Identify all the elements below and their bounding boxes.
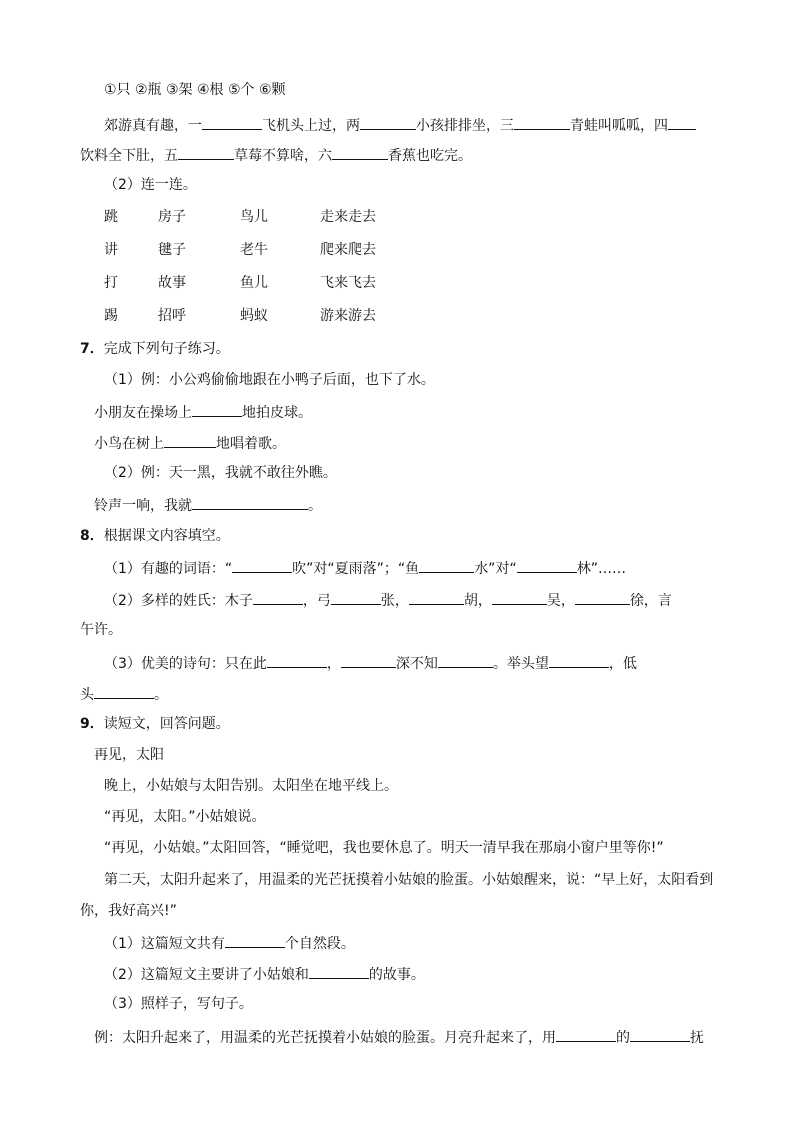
poem-text: 郊游真有趣，一 <box>104 118 202 134</box>
connect-cell[interactable]: 走来走去 <box>320 209 376 225</box>
fill-text: 张， <box>380 593 409 609</box>
q7-sentence-2 <box>94 432 286 454</box>
connect-cell[interactable]: 游来游去 <box>320 308 376 324</box>
q9-example <box>94 1026 704 1048</box>
answer-blank[interactable] <box>419 557 474 573</box>
answer-blank[interactable] <box>309 963 369 979</box>
fill-text: ，低 <box>608 656 637 672</box>
fill-text: 的 <box>616 1030 630 1046</box>
poem-line-2 <box>80 144 472 166</box>
question-9-heading <box>80 714 230 734</box>
answer-blank[interactable] <box>341 652 396 668</box>
question-8-heading <box>80 526 230 546</box>
fill-text: ，弓 <box>302 593 331 609</box>
connect-cell[interactable]: 毽子 <box>158 242 186 258</box>
connect-cell[interactable]: 爬来爬去 <box>320 242 376 258</box>
answer-blank[interactable] <box>514 114 570 130</box>
fill-text: （3）优美的诗句：只在此 <box>104 656 267 672</box>
q9-sub-1 <box>104 932 355 954</box>
fill-text: 的故事。 <box>368 967 425 983</box>
fill-text: 吹”对“夏雨落”；“鱼 <box>292 561 420 577</box>
fill-text: 吴， <box>546 593 575 609</box>
answer-blank[interactable] <box>575 589 630 605</box>
q7-sentence-1 <box>94 401 312 423</box>
sentence-text: 小鸟在树上 <box>94 436 164 452</box>
sentence-text: 地拍皮球。 <box>242 405 312 421</box>
answer-blank[interactable] <box>192 401 242 417</box>
answer-blank[interactable] <box>225 932 285 948</box>
answer-blank[interactable] <box>331 589 381 605</box>
poem-text: 香蕉也吃完。 <box>388 148 472 164</box>
fill-text: 抚 <box>690 1030 704 1046</box>
story-paragraph-2: “再见，太阳。”小姑娘说。 <box>104 809 266 825</box>
connect-cell[interactable]: 故事 <box>158 275 186 291</box>
answer-blank[interactable] <box>178 144 234 160</box>
fill-text: 林”…… <box>576 561 626 577</box>
fill-text: （1）有趣的词语：“ <box>104 561 233 577</box>
poem-text: 青蛙叫呱呱，四 <box>570 118 668 134</box>
answer-blank[interactable] <box>517 557 577 573</box>
poem-line-1 <box>104 114 696 136</box>
connect-cell[interactable]: 鱼儿 <box>240 275 268 291</box>
fill-text: 个自然段。 <box>284 936 355 952</box>
sentence-text: 铃声一响，我就 <box>94 498 192 514</box>
question-title: 完成下列句子练习。 <box>103 341 230 357</box>
question-number: 8． <box>80 528 104 544</box>
q8-line-3-cont <box>80 683 168 705</box>
fill-text: 。举头望 <box>492 656 549 672</box>
answer-blank[interactable] <box>409 589 464 605</box>
poem-text: 小孩排排坐，三 <box>416 118 514 134</box>
sentence-text: 地唱着歌。 <box>216 436 286 452</box>
question-title: 读短文，回答问题。 <box>103 716 230 732</box>
q7-sentence-3 <box>94 494 322 516</box>
question-number: 9． <box>80 716 104 732</box>
answer-blank[interactable] <box>94 683 154 699</box>
fill-text: （1）这篇短文共有 <box>104 936 225 952</box>
q9-sub-3: （3）照样子，写句子。 <box>104 996 253 1012</box>
answer-blank[interactable] <box>332 144 388 160</box>
connect-cell[interactable]: 房子 <box>158 209 186 225</box>
connect-cell[interactable]: 招呼 <box>158 308 186 324</box>
answer-blank[interactable] <box>556 1026 616 1042</box>
fill-text: ， <box>326 656 341 672</box>
q7-example-2: （2）例：天一黑，我就不敢往外瞧。 <box>104 465 337 481</box>
sentence-text: 。 <box>308 498 322 514</box>
fill-text: （2）多样的姓氏：木子 <box>104 593 253 609</box>
poem-text: 飞机头上过，两 <box>262 118 360 134</box>
answer-blank[interactable] <box>668 114 696 130</box>
answer-blank[interactable] <box>232 557 292 573</box>
answer-blank[interactable] <box>267 652 327 668</box>
connect-cell[interactable]: 踢 <box>104 308 118 324</box>
connect-cell[interactable]: 蚂蚁 <box>240 308 268 324</box>
answer-blank[interactable] <box>202 114 262 130</box>
answer-blank[interactable] <box>360 114 416 130</box>
connect-cell[interactable]: 鸟儿 <box>240 209 268 225</box>
poem-text: 饮料全下肚，五 <box>80 148 178 164</box>
q8-line-1 <box>104 557 626 579</box>
story-paragraph-4: 第二天，太阳升起来了，用温柔的光芒抚摸着小姑娘的脸蛋。小姑娘醒来，说：“早上好，太阳看到 <box>104 872 714 888</box>
story-paragraph-3: “再见，小姑娘。”太阳回答，“睡觉吧，我也要休息了。明天一清早我在那扇小窗户里等你!” <box>104 840 664 856</box>
fill-text: （2）这篇短文主要讲了小姑娘和 <box>104 967 309 983</box>
q8-line-2-cont: 午许。 <box>80 622 122 638</box>
connect-cell[interactable]: 跳 <box>104 209 118 225</box>
question-number: 7． <box>80 341 104 357</box>
q7-example-1: （1）例：小公鸡偷偷地跟在小鸭子后面，也下了水。 <box>104 372 435 388</box>
story-paragraph-4-cont: 你，我好高兴!” <box>80 903 177 919</box>
measure-word-options: ①只 ②瓶 ③架 ④根 ⑤个 ⑥颗 <box>104 82 286 98</box>
story-title: 再见，太阳 <box>94 747 164 763</box>
answer-blank[interactable] <box>549 652 609 668</box>
answer-blank[interactable] <box>164 432 216 448</box>
answer-blank[interactable] <box>438 652 493 668</box>
fill-text: 例：太阳升起来了，用温柔的光芒抚摸着小姑娘的脸蛋。月亮升起来了，用 <box>94 1030 556 1046</box>
connect-question: （2）连一连。 <box>104 177 197 193</box>
connect-cell[interactable]: 飞来飞去 <box>320 275 376 291</box>
story-paragraph-1: 晚上，小姑娘与太阳告别。太阳坐在地平线上。 <box>104 778 398 794</box>
q8-line-3 <box>104 652 637 674</box>
connect-cell[interactable]: 讲 <box>104 242 118 258</box>
q9-sub-2 <box>104 963 425 985</box>
sentence-text: 小朋友在操场上 <box>94 405 192 421</box>
connect-cell[interactable]: 打 <box>104 275 118 291</box>
fill-text: 水”对“ <box>474 561 517 577</box>
question-title: 根据课文内容填空。 <box>103 528 230 544</box>
fill-text: 头 <box>80 687 94 703</box>
question-7-heading <box>80 339 230 359</box>
poem-text: 草莓不算啥，六 <box>234 148 332 164</box>
fill-text: 胡， <box>463 593 492 609</box>
answer-blank[interactable] <box>630 1026 690 1042</box>
connect-cell[interactable]: 老牛 <box>240 242 268 258</box>
fill-text: 徐，言 <box>629 593 672 609</box>
fill-text: 深不知 <box>395 656 438 672</box>
fill-text: 。 <box>154 687 168 703</box>
answer-blank[interactable] <box>192 494 308 510</box>
answer-blank[interactable] <box>492 589 547 605</box>
q8-line-2 <box>104 589 672 611</box>
answer-blank[interactable] <box>253 589 303 605</box>
